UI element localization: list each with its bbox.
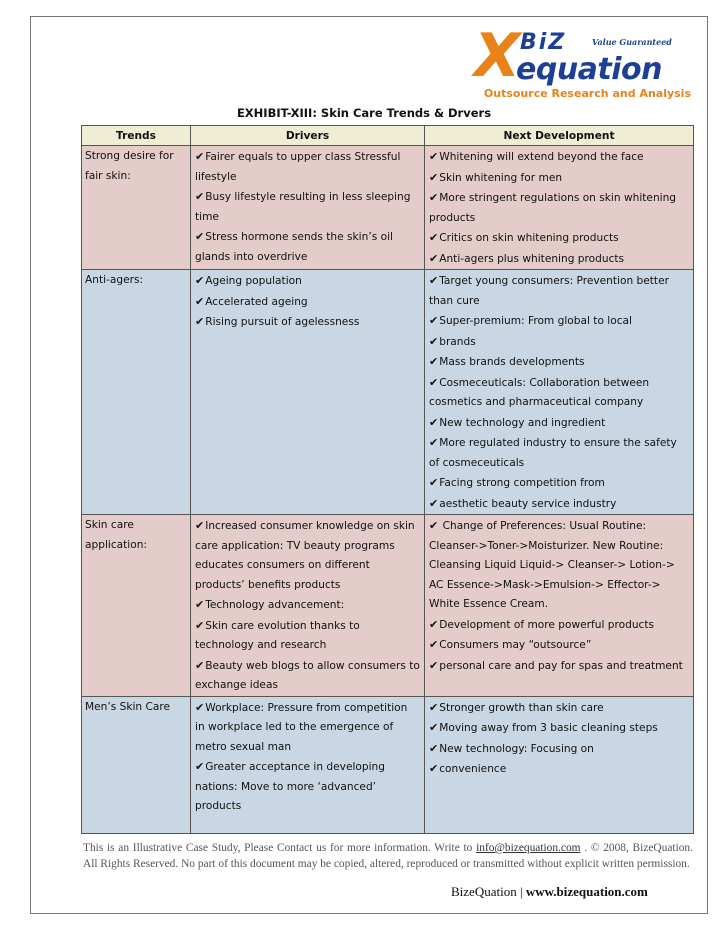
checkmark-icon: ✔ <box>429 617 439 631</box>
item-text: Greater acceptance in developing nations: Move to more ‘advanced’ products <box>195 761 385 812</box>
header-drivers: Drivers <box>191 126 425 146</box>
checkmark-icon: ✔ <box>195 519 205 532</box>
development-item <box>429 228 689 249</box>
table-row <box>82 146 694 270</box>
disclaimer-rights: . © 2008, BizeQuation. All Rights Reserved. No part of this document may be copied, altered, reproduced or transmitted without explicit written permission. <box>83 842 693 870</box>
checkmark-icon: ✔ <box>429 519 439 532</box>
item-text: Facing strong competition from <box>439 477 605 489</box>
development-item <box>429 494 689 515</box>
drivers-cell <box>191 696 425 833</box>
item-text: Skin care evolution thanks to technology and research <box>195 619 360 651</box>
drivers-cell <box>191 146 425 270</box>
item-text: Rising pursuit of agelessness <box>205 316 360 328</box>
bizequation-logo <box>474 21 696 92</box>
item-text: New technology and ingredient <box>439 416 606 429</box>
item-text: Technology advancement: <box>205 599 345 611</box>
development-item <box>429 188 689 228</box>
checkmark-icon: ✔ <box>429 476 439 489</box>
checkmark-icon: ✔ <box>195 150 205 163</box>
next-development-cell <box>425 696 694 833</box>
table-row <box>82 515 694 697</box>
development-item <box>429 698 689 719</box>
trend-cell <box>82 270 191 515</box>
item-text: Change of Preferences: Usual Routine: Cleanser->Toner->Moisturizer. New Routine: Cleansing Liquid Liquid-> Cleanser-> Lotion-> AC Essence->Mask->Emulsion-> Effector-> White Essence Cream. <box>429 520 675 610</box>
checkmark-icon: ✔ <box>429 700 439 714</box>
checkmark-icon: ✔ <box>195 658 205 672</box>
table-row <box>82 696 694 833</box>
development-item <box>429 271 689 311</box>
checkmark-icon: ✔ <box>195 618 205 632</box>
development-item <box>429 433 689 473</box>
trend-cell <box>82 515 191 697</box>
checkmark-icon: ✔ <box>429 231 439 244</box>
checkmark-icon: ✔ <box>195 230 205 243</box>
item-text: Beauty web blogs to allow consumers to exchange ideas <box>195 659 420 691</box>
checkmark-icon: ✔ <box>429 436 439 449</box>
development-item <box>429 656 689 677</box>
trend-label: Strong desire for fair skin: <box>85 150 174 182</box>
checkmark-icon: ✔ <box>429 658 439 672</box>
checkmark-icon: ✔ <box>429 355 439 368</box>
checkmark-icon: ✔ <box>429 251 439 265</box>
development-item <box>429 718 689 739</box>
driver-item <box>195 271 420 292</box>
item-text: More regulated industry to ensure the safety of cosmeceuticals <box>429 437 677 469</box>
item-text: Anti-agers plus whitening products <box>439 252 625 265</box>
checkmark-icon: ✔ <box>429 721 439 734</box>
driver-item <box>195 227 420 267</box>
checkmark-icon: ✔ <box>429 762 439 775</box>
item-text: More stringent regulations on skin whitening products <box>429 192 677 224</box>
drivers-cell <box>191 270 425 515</box>
driver-item <box>195 595 420 616</box>
disclaimer <box>83 840 693 872</box>
drivers-cell <box>191 515 425 697</box>
checkmark-icon: ✔ <box>429 314 439 327</box>
item-text: Target young consumers: Prevention better than cure <box>429 275 669 307</box>
item-text: Consumers may “outsource” <box>439 639 592 651</box>
trend-label: Anti-agers: <box>85 274 144 286</box>
footer-brand-name: BizeQuation <box>451 884 517 899</box>
item-text: Whitening will extend beyond the face <box>439 151 644 163</box>
next-development-cell <box>425 146 694 270</box>
item-text: brands <box>439 335 476 348</box>
exhibit-title: EXHIBIT-XIII: Skin Care Trends & Drvers <box>236 106 492 120</box>
development-item <box>429 413 689 434</box>
logo-biz-word: BiZ <box>520 30 567 55</box>
development-item <box>429 249 689 270</box>
disclaimer-text: This is an Illustrative Case Study, Please Contact us for more information. Write to <box>83 842 477 854</box>
checkmark-icon: ✔ <box>195 700 205 714</box>
footer-website[interactable]: www.bizequation.com <box>525 884 648 899</box>
driver-item <box>195 312 420 333</box>
item-text: Stronger growth than skin care <box>439 701 604 714</box>
driver-item <box>195 656 420 696</box>
logo-x-letter: X <box>474 21 521 91</box>
checkmark-icon: ✔ <box>195 190 205 203</box>
checkmark-icon: ✔ <box>429 741 439 755</box>
checkmark-icon: ✔ <box>429 638 439 651</box>
development-item <box>429 332 689 353</box>
development-item <box>429 373 689 413</box>
logo-tagline: Value Guaranteed <box>592 37 672 47</box>
development-item <box>429 311 689 332</box>
trend-label: Men’s Skin Care <box>85 700 171 713</box>
driver-item <box>195 292 420 313</box>
checkmark-icon: ✔ <box>429 274 439 287</box>
checkmark-icon: ✔ <box>429 375 439 389</box>
item-text: Ageing population <box>205 275 302 287</box>
checkmark-icon: ✔ <box>195 598 205 611</box>
checkmark-icon: ✔ <box>429 496 439 510</box>
footer-brand <box>451 884 648 900</box>
development-item <box>429 473 689 494</box>
checkmark-icon: ✔ <box>429 415 439 429</box>
driver-item <box>195 616 420 656</box>
checkmark-icon: ✔ <box>195 274 205 287</box>
item-text: Moving away from 3 basic cleaning steps <box>439 722 658 734</box>
checkmark-icon: ✔ <box>429 191 439 204</box>
checkmark-icon: ✔ <box>429 170 439 184</box>
item-text: Skin whitening for men <box>439 171 563 184</box>
checkmark-icon: ✔ <box>195 315 205 328</box>
next-development-cell <box>425 515 694 697</box>
item-text: Super-premium: From global to local <box>439 315 632 327</box>
item-text: Mass brands developments <box>439 356 585 368</box>
footer-separator: | <box>519 884 523 899</box>
trend-label: Skin care application: <box>85 519 148 551</box>
item-text: personal care and pay for spas and treatment <box>439 659 683 672</box>
logo-equation-word: equation <box>516 52 663 87</box>
item-text: Cosmeceuticals: Collaboration between cosmetics and pharmaceutical company <box>429 376 650 408</box>
checkmark-icon: ✔ <box>195 294 205 308</box>
header-next-development: Next Development <box>425 126 694 146</box>
table-row <box>82 270 694 515</box>
item-text: Increased consumer knowledge on skin care application: TV beauty programs educates consumers on different products’ benefits products <box>195 520 415 591</box>
development-item <box>429 739 689 760</box>
development-item <box>429 147 689 168</box>
item-text: aesthetic beauty service industry <box>439 497 617 510</box>
trend-cell <box>82 146 191 270</box>
item-text: Development of more powerful products <box>439 618 655 631</box>
development-item <box>429 168 689 189</box>
item-text: Fairer equals to upper class Stressful lifestyle <box>195 151 401 183</box>
item-text: Accelerated ageing <box>205 295 308 308</box>
item-text: New technology: Focusing on <box>439 742 594 755</box>
item-text: Stress hormone sends the skin’s oil glands into overdrive <box>195 231 393 263</box>
contact-email-link[interactable]: info@bizequation.com <box>476 842 581 854</box>
checkmark-icon: ✔ <box>429 334 439 348</box>
next-development-cell <box>425 270 694 515</box>
driver-item <box>195 147 420 187</box>
driver-item <box>195 757 420 817</box>
item-text: Busy lifestyle resulting in less sleeping time <box>195 191 411 223</box>
checkmark-icon: ✔ <box>429 150 439 163</box>
header-trends: Trends <box>82 126 191 146</box>
item-text: Workplace: Pressure from competition in workplace led to the emergence of metro sexual man <box>195 701 408 753</box>
item-text: Critics on skin whitening products <box>439 232 619 244</box>
checkmark-icon: ✔ <box>195 760 205 773</box>
development-item <box>429 615 689 636</box>
development-item <box>429 759 689 780</box>
driver-item <box>195 187 420 227</box>
development-item <box>429 352 689 373</box>
table-header-row <box>82 126 694 146</box>
trends-table <box>81 125 694 834</box>
item-text: convenience <box>439 763 507 775</box>
development-item <box>429 516 689 615</box>
driver-item <box>195 516 420 595</box>
development-item <box>429 635 689 656</box>
company-tagline: Outsource Research and Analysis <box>483 87 691 100</box>
trend-cell <box>82 696 191 833</box>
driver-item <box>195 698 420 758</box>
